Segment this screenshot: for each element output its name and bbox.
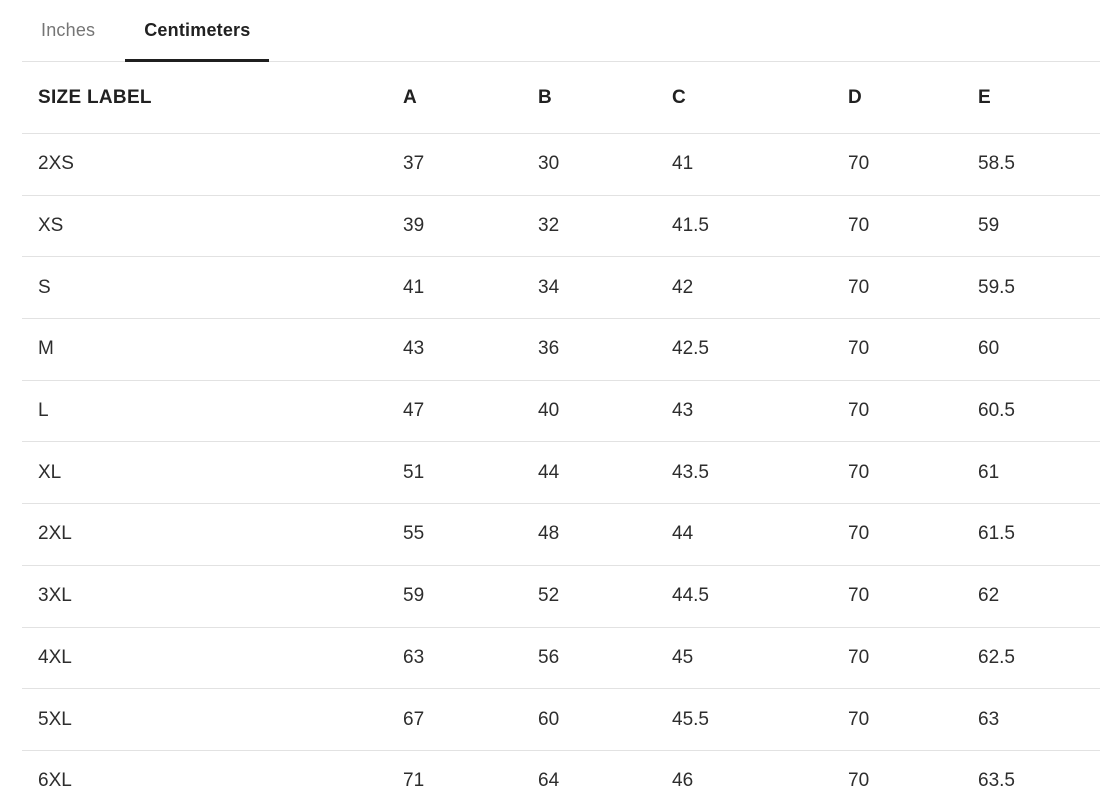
table-row <box>22 442 1100 504</box>
measure-a-cell: 39 <box>403 195 538 257</box>
measure-e-cell: 61.5 <box>978 504 1100 566</box>
table-row <box>22 565 1100 627</box>
measure-a-cell: 55 <box>403 504 538 566</box>
measure-a-cell: 37 <box>403 153 425 175</box>
measure-d-cell: 70 <box>848 319 978 381</box>
table-row <box>22 380 1100 442</box>
measure-b-cell: 64 <box>538 750 672 812</box>
measure-b-cell: 52 <box>538 565 672 627</box>
measure-e-cell: 63.5 <box>978 750 1100 812</box>
measure-d-cell: 70 <box>848 504 978 566</box>
measure-b-cell: 60 <box>538 689 672 751</box>
tab-centimeters[interactable] <box>125 0 269 61</box>
measure-b-cell: 40 <box>538 380 672 442</box>
measure-e-cell: 62 <box>978 565 1100 627</box>
measure-d-cell: 70 <box>848 380 978 442</box>
measure-c-cell: 43.5 <box>672 442 848 504</box>
size-label-cell: S <box>22 257 403 319</box>
measure-a-cell: 41 <box>403 257 538 319</box>
measure-d-cell: 70 <box>848 257 978 319</box>
size-label-cell: XL <box>22 442 403 504</box>
measure-a-cell: 43 <box>403 319 538 381</box>
table-row <box>22 134 1100 196</box>
measure-b-cell: 48 <box>538 504 672 566</box>
size-label-cell: 2XL <box>22 504 403 566</box>
measure-c-cell: 46 <box>672 750 848 812</box>
measure-e-cell: 60.5 <box>978 380 1100 442</box>
measure-e-cell: 59.5 <box>978 257 1100 319</box>
measure-e-cell: 58.5 <box>978 153 1015 175</box>
measure-b-cell: 44 <box>538 442 672 504</box>
measure-a-cell: 71 <box>403 750 538 812</box>
column-header-e: E <box>978 62 1100 134</box>
measure-c-cell: 45.5 <box>672 689 848 751</box>
tab-centimeters-label: Centimeters <box>144 20 251 40</box>
measure-c-cell: 42 <box>672 257 848 319</box>
measure-d-cell: 70 <box>848 689 978 751</box>
table-row <box>22 319 1100 381</box>
column-header-b: B <box>538 62 672 134</box>
column-header-size-label: SIZE LABEL <box>22 62 403 134</box>
size-label-cell: M <box>22 319 403 381</box>
size-label-cell: 5XL <box>22 689 403 751</box>
column-header-d: D <box>848 62 978 134</box>
size-label-cell: 2XS <box>38 153 74 175</box>
size-label-cell: XS <box>22 195 403 257</box>
measure-a-cell: 67 <box>403 689 538 751</box>
measure-e-cell: 63 <box>978 689 1100 751</box>
tab-inches[interactable] <box>22 0 114 61</box>
unit-tabbar <box>22 0 1100 62</box>
size-chart-table <box>22 62 1100 812</box>
measure-d-cell: 70 <box>848 195 978 257</box>
size-label-cell: 4XL <box>22 627 403 689</box>
table-row <box>22 689 1100 751</box>
measure-b-cell: 30 <box>538 153 560 175</box>
measure-a-cell: 59 <box>403 565 538 627</box>
tab-inches-label: Inches <box>41 20 96 40</box>
measure-c-cell: 43 <box>672 380 848 442</box>
measure-c-cell: 42.5 <box>672 319 848 381</box>
measure-e-cell: 61 <box>978 442 1100 504</box>
measure-e-cell: 62.5 <box>978 627 1100 689</box>
measure-d-cell: 70 <box>848 750 978 812</box>
measure-c-cell: 41.5 <box>672 195 848 257</box>
measure-d-cell: 70 <box>848 565 978 627</box>
table-row <box>22 195 1100 257</box>
measure-b-cell: 34 <box>538 257 672 319</box>
column-header-a: A <box>403 62 538 134</box>
measure-c-cell: 45 <box>672 627 848 689</box>
table-row <box>22 627 1100 689</box>
measure-b-cell: 32 <box>538 195 672 257</box>
size-label-cell: 6XL <box>22 750 403 812</box>
table-row <box>22 257 1100 319</box>
size-label-cell: 3XL <box>22 565 403 627</box>
measure-a-cell: 47 <box>403 380 538 442</box>
size-label-cell: L <box>22 380 403 442</box>
active-tab-indicator <box>125 59 269 62</box>
measure-c-cell: 44.5 <box>672 565 848 627</box>
table-header-row <box>22 62 1100 134</box>
table-row <box>22 504 1100 566</box>
table-row <box>22 750 1100 812</box>
measure-c-cell: 44 <box>672 504 848 566</box>
measure-a-cell: 51 <box>403 442 538 504</box>
measure-d-cell: 70 <box>848 627 978 689</box>
measure-a-cell: 63 <box>403 627 538 689</box>
column-header-c: C <box>672 62 848 134</box>
measure-c-cell: 41 <box>672 153 694 175</box>
measure-d-cell: 70 <box>848 153 870 175</box>
measure-b-cell: 36 <box>538 319 672 381</box>
measure-d-cell: 70 <box>848 442 978 504</box>
measure-e-cell: 60 <box>978 319 1100 381</box>
measure-b-cell: 56 <box>538 627 672 689</box>
measure-e-cell: 59 <box>978 195 1100 257</box>
